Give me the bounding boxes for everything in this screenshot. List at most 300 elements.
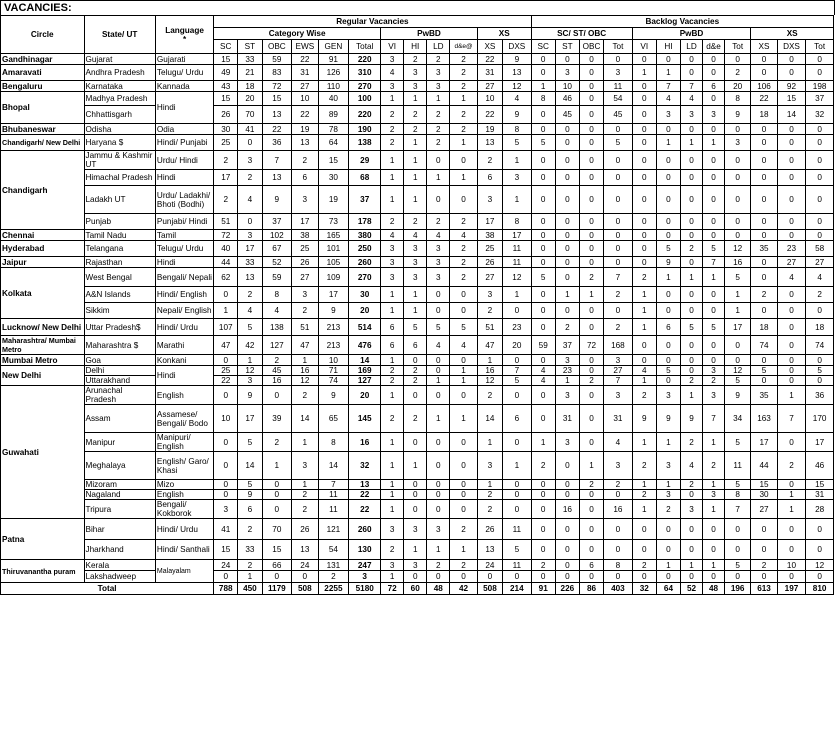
subheader-cell: VI <box>381 40 404 54</box>
value-cell: 5 <box>604 135 633 151</box>
value-cell: 0 <box>681 336 703 355</box>
value-cell: 6 <box>656 319 680 336</box>
value-cell: 0 <box>724 355 750 366</box>
value-cell: 33 <box>238 540 262 560</box>
value-cell: 13 <box>477 540 502 560</box>
value-cell: 1 <box>404 92 427 106</box>
value-cell: 0 <box>531 241 555 257</box>
value-cell: 0 <box>579 135 603 151</box>
total-cell: 72 <box>381 583 404 595</box>
value-cell: 2 <box>477 386 502 405</box>
value-cell: 0 <box>579 124 603 135</box>
value-cell: 0 <box>238 135 262 151</box>
language-cell: Mizo <box>155 480 213 490</box>
value-cell: 0 <box>656 287 680 303</box>
page-title: VACANCIES: <box>0 0 835 15</box>
value-cell: 0 <box>777 54 806 65</box>
table-row <box>1 287 834 303</box>
value-cell: 0 <box>751 186 777 214</box>
value-cell: 0 <box>751 135 777 151</box>
value-cell: 0 <box>404 571 427 583</box>
value-cell: 68 <box>349 170 381 186</box>
value-cell: 0 <box>555 241 579 257</box>
value-cell: 0 <box>450 151 477 170</box>
value-cell: 42 <box>238 336 262 355</box>
value-cell: 0 <box>214 355 238 366</box>
language-cell: Telugu/ Urdu <box>155 241 213 257</box>
value-cell: 0 <box>450 355 477 366</box>
value-cell: 45 <box>555 106 579 124</box>
header-category-wise: Category Wise <box>214 28 381 40</box>
value-cell: 0 <box>777 186 806 214</box>
value-cell: 1 <box>238 355 262 366</box>
value-cell: 0 <box>806 124 834 135</box>
value-cell: 0 <box>531 106 555 124</box>
value-cell: 3 <box>381 81 404 92</box>
value-cell: 46 <box>555 92 579 106</box>
value-cell: 40 <box>214 241 238 257</box>
total-cell: 196 <box>724 583 750 595</box>
value-cell: 0 <box>724 571 750 583</box>
state-cell: Haryana $ <box>84 135 155 151</box>
value-cell: 1 <box>427 405 450 433</box>
table-row <box>1 336 834 355</box>
table-row <box>1 230 834 241</box>
language-cell: Hindi/ Urdu <box>155 319 213 336</box>
value-cell: 0 <box>214 490 238 500</box>
total-cell: 788 <box>214 583 238 595</box>
value-cell: 0 <box>777 124 806 135</box>
value-cell: 1 <box>381 480 404 490</box>
value-cell: 2 <box>703 452 725 480</box>
value-cell: 38 <box>292 230 318 241</box>
value-cell: 3 <box>503 170 532 186</box>
value-cell: 2 <box>427 106 450 124</box>
value-cell: 3 <box>381 241 404 257</box>
value-cell: 11 <box>503 519 532 540</box>
value-cell: 18 <box>751 319 777 336</box>
value-cell: 1 <box>427 170 450 186</box>
circle-cell: Chandigarh <box>1 151 85 230</box>
value-cell: 3 <box>404 65 427 81</box>
value-cell: 7 <box>703 405 725 433</box>
subheader-cell: EWS <box>292 40 318 54</box>
value-cell: 1 <box>531 81 555 92</box>
value-cell: 2 <box>427 560 450 571</box>
circle-cell: New Delhi <box>1 366 85 386</box>
value-cell: 0 <box>632 151 656 170</box>
value-cell: 0 <box>214 452 238 480</box>
value-cell: 0 <box>531 319 555 336</box>
value-cell: 0 <box>579 386 603 405</box>
value-cell: 0 <box>427 386 450 405</box>
value-cell: 10 <box>214 405 238 433</box>
value-cell: 74 <box>318 376 349 386</box>
value-cell: 31 <box>292 65 318 81</box>
total-row <box>1 583 834 595</box>
value-cell: 20 <box>349 386 381 405</box>
value-cell: 3 <box>477 186 502 214</box>
value-cell: 6 <box>579 560 603 571</box>
value-cell: 270 <box>349 268 381 287</box>
value-cell: 23 <box>777 241 806 257</box>
table-row <box>1 480 834 490</box>
value-cell: 0 <box>806 186 834 214</box>
table-row <box>1 490 834 500</box>
value-cell: 0 <box>604 257 633 268</box>
value-cell: 16 <box>477 366 502 376</box>
value-cell: 2 <box>381 376 404 386</box>
value-cell: 3 <box>427 241 450 257</box>
value-cell: 247 <box>349 560 381 571</box>
value-cell: 22 <box>262 124 292 135</box>
value-cell: 2 <box>579 268 603 287</box>
header-pwbd: PwBD <box>381 28 478 40</box>
value-cell: 1 <box>404 151 427 170</box>
value-cell: 0 <box>777 170 806 186</box>
value-cell: 0 <box>681 287 703 303</box>
subheader-cell: XS <box>477 40 502 54</box>
value-cell: 1 <box>681 135 703 151</box>
value-cell: 1 <box>404 287 427 303</box>
value-cell: 20 <box>503 336 532 355</box>
value-cell: 14 <box>349 355 381 366</box>
state-cell: Sikkim <box>84 303 155 319</box>
value-cell: 4 <box>427 230 450 241</box>
value-cell: 0 <box>703 355 725 366</box>
value-cell: 12 <box>724 241 750 257</box>
value-cell: 13 <box>262 106 292 124</box>
value-cell: 2 <box>318 571 349 583</box>
value-cell: 3 <box>427 81 450 92</box>
value-cell: 163 <box>751 405 777 433</box>
value-cell: 2 <box>703 376 725 386</box>
state-cell: Himachal Pradesh <box>84 170 155 186</box>
value-cell: 40 <box>318 92 349 106</box>
value-cell: 16 <box>262 376 292 386</box>
value-cell: 0 <box>656 214 680 230</box>
language-cell: Nepali/ English <box>155 303 213 319</box>
value-cell: 3 <box>604 386 633 405</box>
language-cell: Urdu/ Hindi <box>155 151 213 170</box>
total-cell: 32 <box>632 583 656 595</box>
value-cell: 2 <box>604 319 633 336</box>
value-cell: 27 <box>806 257 834 268</box>
value-cell: 0 <box>656 54 680 65</box>
value-cell: 4 <box>450 230 477 241</box>
value-cell: 0 <box>681 303 703 319</box>
language-cell: Urdu/ Ladakhi/ Bhoti (Bodhi) <box>155 186 213 214</box>
value-cell: 4 <box>427 336 450 355</box>
table-row <box>1 452 834 480</box>
value-cell: 5 <box>703 319 725 336</box>
value-cell: 213 <box>318 336 349 355</box>
value-cell: 59 <box>262 268 292 287</box>
value-cell: 45 <box>604 106 633 124</box>
value-cell: 1 <box>724 303 750 319</box>
value-cell: 72 <box>579 336 603 355</box>
value-cell: 2 <box>404 54 427 65</box>
value-cell: 1 <box>381 452 404 480</box>
value-cell: 100 <box>349 92 381 106</box>
value-cell: 0 <box>681 366 703 376</box>
value-cell: 19 <box>477 124 502 135</box>
value-cell: 1 <box>681 268 703 287</box>
value-cell: 1 <box>381 490 404 500</box>
value-cell: 36 <box>262 135 292 151</box>
header-xs-backlog: XS <box>751 28 834 40</box>
value-cell: 0 <box>427 500 450 519</box>
value-cell: 1 <box>381 386 404 405</box>
value-cell: 0 <box>555 490 579 500</box>
state-cell: Rajasthan <box>84 257 155 268</box>
value-cell: 2 <box>751 560 777 571</box>
value-cell: 0 <box>681 186 703 214</box>
value-cell: 0 <box>404 500 427 519</box>
value-cell: 54 <box>604 92 633 106</box>
value-cell: 4 <box>632 366 656 376</box>
value-cell: 22 <box>292 106 318 124</box>
value-cell: 0 <box>555 519 579 540</box>
value-cell: 0 <box>777 519 806 540</box>
value-cell: 3 <box>381 257 404 268</box>
value-cell: 0 <box>450 186 477 214</box>
value-cell: 11 <box>503 257 532 268</box>
state-cell: Gujarat <box>84 54 155 65</box>
value-cell: 1 <box>555 287 579 303</box>
value-cell: 27 <box>292 81 318 92</box>
value-cell: 260 <box>349 257 381 268</box>
value-cell: 1 <box>381 186 404 214</box>
value-cell: 12 <box>806 560 834 571</box>
value-cell: 0 <box>703 540 725 560</box>
value-cell: 0 <box>777 376 806 386</box>
value-cell: 0 <box>555 54 579 65</box>
value-cell: 0 <box>450 571 477 583</box>
value-cell: 3 <box>427 257 450 268</box>
total-cell: 403 <box>604 583 633 595</box>
value-cell: 4 <box>381 65 404 81</box>
value-cell: 2 <box>292 151 318 170</box>
value-cell: 15 <box>262 92 292 106</box>
value-cell: 8 <box>318 433 349 452</box>
subheader-cell: Tot <box>604 40 633 54</box>
value-cell: 5 <box>531 135 555 151</box>
value-cell: 70 <box>238 106 262 124</box>
value-cell: 1 <box>503 452 532 480</box>
value-cell: 0 <box>724 540 750 560</box>
table-row <box>1 186 834 214</box>
value-cell: 27 <box>477 81 502 92</box>
value-cell: 1 <box>632 303 656 319</box>
value-cell: 7 <box>503 366 532 376</box>
value-cell: 0 <box>724 230 750 241</box>
value-cell: 0 <box>604 230 633 241</box>
value-cell: 0 <box>681 214 703 230</box>
value-cell: 37 <box>262 214 292 230</box>
value-cell: 46 <box>806 452 834 480</box>
value-cell: 2 <box>632 452 656 480</box>
header-xs: XS <box>477 28 531 40</box>
value-cell: 2 <box>681 241 703 257</box>
value-cell: 0 <box>656 124 680 135</box>
value-cell: 2 <box>381 135 404 151</box>
value-cell: 2 <box>450 124 477 135</box>
vacancies-table <box>0 15 834 595</box>
value-cell: 51 <box>292 319 318 336</box>
value-cell: 0 <box>724 151 750 170</box>
value-cell: 1 <box>632 65 656 81</box>
value-cell: 22 <box>477 54 502 65</box>
value-cell: 0 <box>555 480 579 490</box>
value-cell: 0 <box>555 230 579 241</box>
subheader-cell: OBC <box>262 40 292 54</box>
value-cell: 2 <box>681 480 703 490</box>
header-sc-st-obc: SC/ ST/ OBC <box>531 28 632 40</box>
header-regular-vacancies: Regular Vacancies <box>214 16 531 28</box>
value-cell: 4 <box>604 433 633 452</box>
value-cell: 0 <box>703 230 725 241</box>
value-cell: 0 <box>579 230 603 241</box>
value-cell: 1 <box>404 540 427 560</box>
value-cell: 0 <box>806 54 834 65</box>
value-cell: 1 <box>450 92 477 106</box>
table-row <box>1 540 834 560</box>
value-cell: 0 <box>404 433 427 452</box>
value-cell: 1 <box>404 186 427 214</box>
value-cell: 45 <box>262 366 292 376</box>
value-cell: 0 <box>703 214 725 230</box>
value-cell: 0 <box>681 170 703 186</box>
value-cell: 0 <box>579 54 603 65</box>
value-cell: 2 <box>381 124 404 135</box>
value-cell: 12 <box>292 376 318 386</box>
value-cell: 39 <box>262 405 292 433</box>
value-cell: 0 <box>681 257 703 268</box>
table-row <box>1 135 834 151</box>
value-cell: 0 <box>806 230 834 241</box>
total-cell: 5180 <box>349 583 381 595</box>
value-cell: 25 <box>214 135 238 151</box>
value-cell: 213 <box>318 319 349 336</box>
value-cell: 58 <box>806 241 834 257</box>
value-cell: 1 <box>214 303 238 319</box>
value-cell: 106 <box>751 81 777 92</box>
value-cell: 1 <box>579 452 603 480</box>
subheader-cell: DXS <box>777 40 806 54</box>
value-cell: 3 <box>703 490 725 500</box>
value-cell: 0 <box>450 500 477 519</box>
value-cell: 0 <box>681 519 703 540</box>
language-cell: Bengali/ Nepali <box>155 268 213 287</box>
value-cell: 3 <box>555 433 579 452</box>
value-cell: 0 <box>632 214 656 230</box>
value-cell: 14 <box>292 405 318 433</box>
value-cell: 31 <box>555 405 579 433</box>
value-cell: 2 <box>214 151 238 170</box>
value-cell: 11 <box>318 490 349 500</box>
value-cell: 3 <box>404 81 427 92</box>
value-cell: 27 <box>292 268 318 287</box>
value-cell: 2 <box>632 386 656 405</box>
value-cell: 0 <box>531 355 555 366</box>
value-cell: 0 <box>751 355 777 366</box>
circle-cell: Bhubaneswar <box>1 124 85 135</box>
value-cell: 30 <box>318 170 349 186</box>
total-cell: 2255 <box>318 583 349 595</box>
value-cell: 5 <box>531 268 555 287</box>
value-cell: 0 <box>503 433 532 452</box>
value-cell: 9 <box>318 303 349 319</box>
table-row <box>1 257 834 268</box>
table-header <box>1 16 834 54</box>
language-cell: Hindi/ Urdu <box>155 519 213 540</box>
table-row <box>1 303 834 319</box>
value-cell: 0 <box>777 214 806 230</box>
state-cell: Kerala <box>84 560 155 571</box>
value-cell: 2 <box>656 500 680 519</box>
value-cell: 2 <box>214 186 238 214</box>
value-cell: 2 <box>450 54 477 65</box>
value-cell: 168 <box>604 336 633 355</box>
value-cell: 0 <box>579 355 603 366</box>
value-cell: 2 <box>681 433 703 452</box>
value-cell: 0 <box>579 500 603 519</box>
value-cell: 70 <box>262 519 292 540</box>
state-cell: West Bengal <box>84 268 155 287</box>
value-cell: 1 <box>632 376 656 386</box>
value-cell: 52 <box>262 257 292 268</box>
value-cell: 0 <box>450 287 477 303</box>
value-cell: 59 <box>262 54 292 65</box>
language-cell: Tamil <box>155 230 213 241</box>
value-cell: 1 <box>381 151 404 170</box>
value-cell: 0 <box>579 81 603 92</box>
value-cell: 260 <box>349 519 381 540</box>
value-cell: 0 <box>262 500 292 519</box>
value-cell: 9 <box>238 386 262 405</box>
language-cell: Punjabi/ Hindi <box>155 214 213 230</box>
value-cell: 4 <box>681 452 703 480</box>
table-row <box>1 571 834 583</box>
value-cell: 1 <box>724 287 750 303</box>
value-cell: 198 <box>806 81 834 92</box>
value-cell: 30 <box>349 287 381 303</box>
value-cell: 2 <box>450 257 477 268</box>
value-cell: 0 <box>604 519 633 540</box>
value-cell: 14 <box>318 452 349 480</box>
value-cell: 0 <box>703 303 725 319</box>
value-cell: 20 <box>349 303 381 319</box>
language-cell: Hindi <box>155 366 213 386</box>
value-cell: 0 <box>703 170 725 186</box>
language-cell: Gujarati <box>155 54 213 65</box>
value-cell: 0 <box>724 124 750 135</box>
value-cell: 0 <box>806 135 834 151</box>
value-cell: 27 <box>477 268 502 287</box>
state-cell: Uttarakhand <box>84 376 155 386</box>
value-cell: 0 <box>703 287 725 303</box>
table-row <box>1 405 834 433</box>
value-cell: 1 <box>777 500 806 519</box>
language-cell: Hindi/ Santhali <box>155 540 213 560</box>
value-cell: 0 <box>427 366 450 376</box>
value-cell: 1 <box>555 376 579 386</box>
state-cell: Bihar <box>84 519 155 540</box>
value-cell: 0 <box>531 540 555 560</box>
value-cell: 7 <box>681 81 703 92</box>
value-cell: 6 <box>381 336 404 355</box>
